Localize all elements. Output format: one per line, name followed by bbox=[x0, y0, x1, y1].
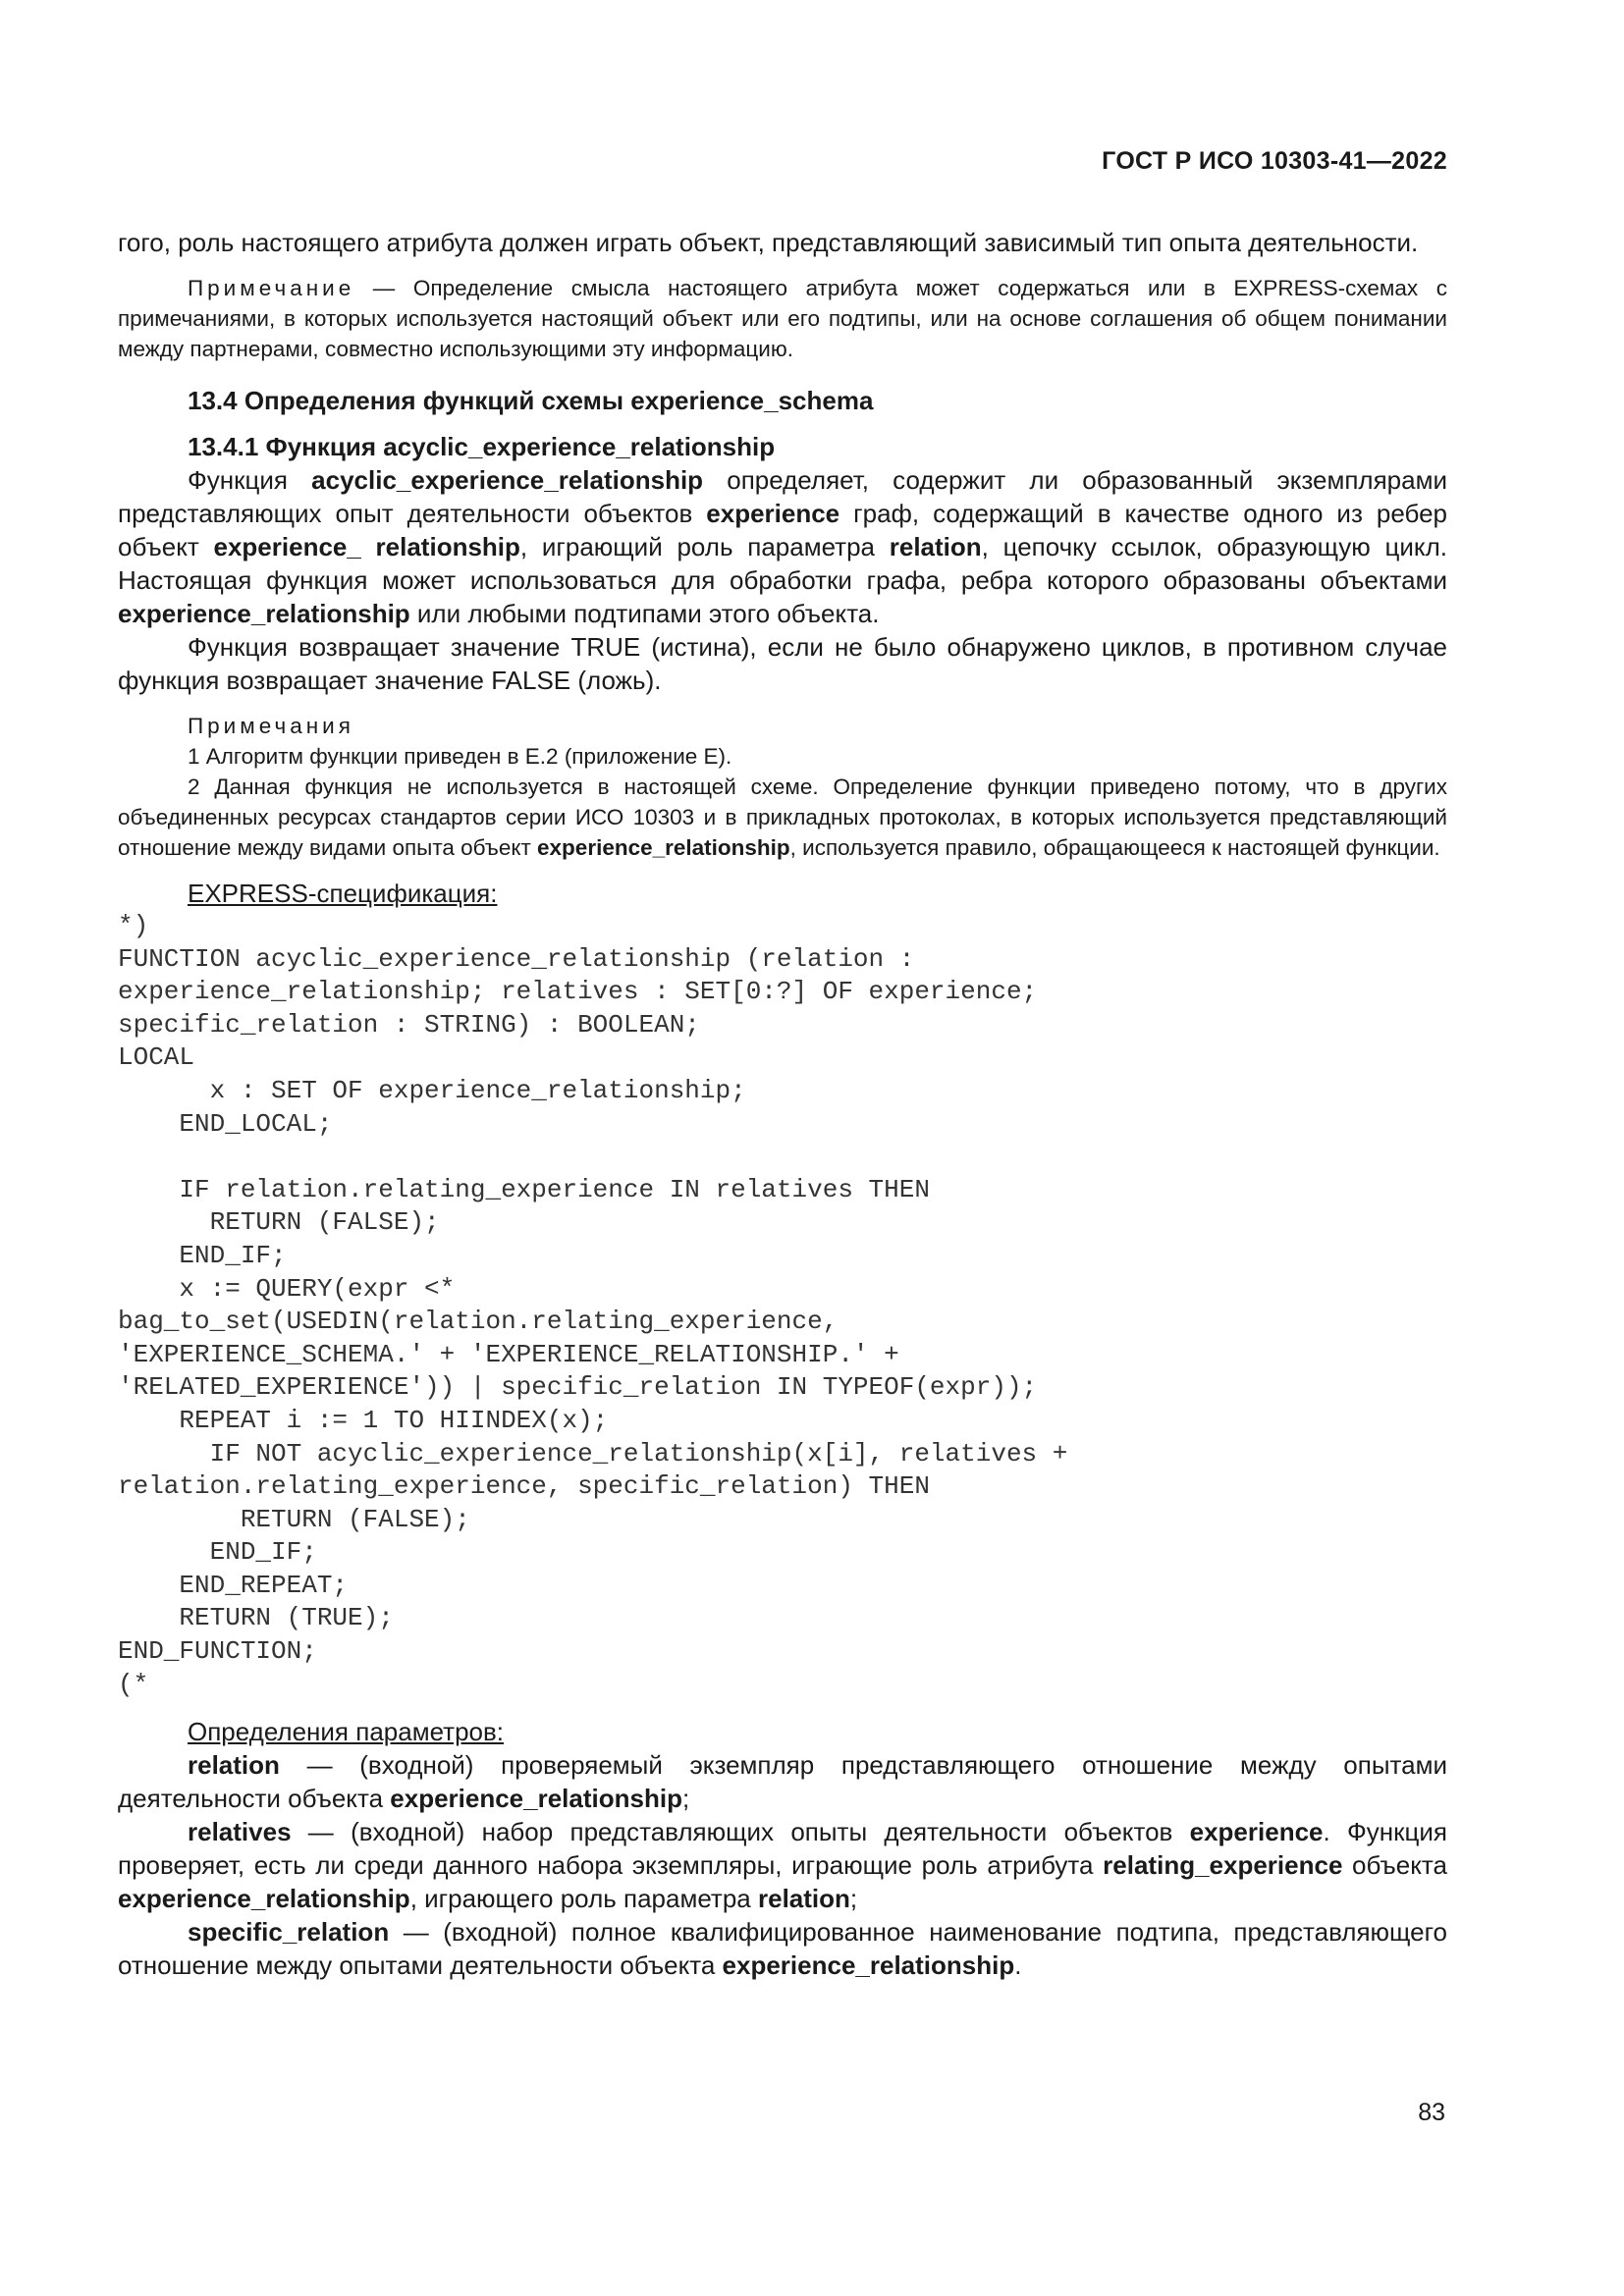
bold-term: experience_relationship bbox=[537, 835, 790, 860]
params-label-text: Определения параметров: bbox=[188, 1717, 505, 1747]
text-run: , играющего роль параметра bbox=[409, 1884, 758, 1914]
return-description: Функция возвращает значение TRUE (истина), если не было обнаружено циклов, в противном случае функция возвращает значение FALSE (ложь). bbox=[118, 632, 1447, 695]
text-run: ; bbox=[849, 1884, 858, 1914]
params-label bbox=[118, 1715, 1447, 1748]
text-run: Функция bbox=[188, 465, 312, 495]
express-label bbox=[118, 877, 1447, 910]
text-run: , играющий роль параметра bbox=[519, 532, 890, 561]
notes-title-text: Примечания bbox=[188, 714, 354, 738]
param-specific-relation bbox=[118, 1915, 1447, 1982]
note-title: Примечание bbox=[188, 276, 355, 300]
text-run: — (входной) полное квалифицированное наименование подтипа, представляющего отношение между опытами деятельности объекта bbox=[118, 1917, 1447, 1981]
text-run: ; bbox=[681, 1784, 690, 1814]
text-run: , используется правило, обращающееся к настоящей функции. bbox=[789, 835, 1440, 860]
express-code-block: *) FUNCTION acyclic_experience_relationship (relation : experience_relationship; relatives : SET[0:?] OF experience; specific_relation : STRING) : BOOLEAN; LOCAL x : SET OF experience_relationship; END_LOCAL; IF relation.relating_experience IN relatives THEN RETURN (FALSE); END_IF; x := QUERY(expr <* bag_to_set(USEDIN(relation.relating_experience, 'EXPERIENCE_SCHEMA.' + 'EXPERIENCE_RELATIONSHIP.' + 'RELATED_EXPERIENCE')) | specific_relation IN TYPEOF(expr)); REPEAT i := 1 TO HIINDEX(x); IF NOT acyclic_experience_relationship(x[i], relatives + relation.relating_experience, specific_relation) THEN RETURN (FALSE); END_IF; END_REPEAT; RETURN (TRUE); END_FUNCTION; (* bbox=[118, 911, 1068, 1699]
text-run: . bbox=[1014, 1950, 1022, 1981]
page-content bbox=[118, 226, 1447, 1982]
param-relation bbox=[118, 1748, 1447, 1815]
text-run: определяет, содержит ли образованный экземплярами представляющих опыт деятельности объектов bbox=[118, 465, 1447, 528]
bold-term: specific_relation bbox=[188, 1917, 390, 1948]
bold-term: experience_relationship bbox=[722, 1950, 1015, 1981]
bold-term: relatives bbox=[188, 1817, 292, 1847]
bold-term: experience_ relationship bbox=[213, 532, 520, 561]
bold-term: experience_relationship bbox=[118, 599, 410, 628]
bold-term: experience bbox=[706, 499, 840, 528]
bold-term: relation bbox=[889, 532, 982, 561]
param-relatives bbox=[118, 1815, 1447, 1915]
note-paragraph bbox=[118, 273, 1447, 364]
note-text: — Определение смысла настоящего атрибута может содержаться или в EXPRESS-схемах с примечаниями, в которых используется настоящий объект или его подтипы, или на основе соглашения об общем понимании между партнерами, совместно использующими эту информацию. bbox=[118, 276, 1447, 361]
text-run: граф, содержащий в качестве одного из ребер объект bbox=[118, 499, 1448, 561]
bold-term: relating_experience bbox=[1103, 1850, 1343, 1881]
function-description bbox=[118, 463, 1447, 630]
text-run: или любыми подтипами этого объекта. bbox=[409, 599, 880, 628]
note-2 bbox=[118, 772, 1447, 863]
bold-term: relation bbox=[758, 1884, 850, 1914]
bold-term: experience_relationship bbox=[390, 1784, 682, 1814]
document-header: ГОСТ Р ИСО 10303-41—2022 bbox=[1102, 147, 1447, 175]
intro-paragraph: гого, роль настоящего атрибута должен играть объект, представляющий зависимый тип опыта деятельности. bbox=[118, 228, 1419, 257]
section-heading: 13.4 Определения функций схемы experience_schema bbox=[188, 386, 874, 415]
subsection-heading: 13.4.1 Функция acyclic_experience_relationship bbox=[188, 432, 776, 461]
text-run: — (входной) набор представляющих опыты деятельности объектов bbox=[291, 1817, 1190, 1847]
bold-term: acyclic_experience_relationship bbox=[311, 465, 704, 495]
bold-term: experience bbox=[1189, 1817, 1324, 1847]
text-run: . Функция проверяет, есть ли среди данного набора экземпляры, играющие роль атрибута bbox=[118, 1817, 1447, 1881]
page-number: 83 bbox=[1418, 2099, 1445, 2126]
text-run: 2 Данная функция не используется в настоящей схеме. Определение функции приведено потому, что в других объединенных ресурсах стандартов серии ИСО 10303 и в прикладных протоколах, в которых используется представляющий отношение между видами опыта объект bbox=[118, 774, 1447, 860]
notes-title bbox=[118, 711, 1447, 741]
express-label-text: EXPRESS-спецификация: bbox=[188, 879, 498, 908]
text-run: — (входной) проверяемый экземпляр представляющего отношение между опытами деятельности объекта bbox=[118, 1750, 1447, 1814]
bold-term: relation bbox=[188, 1750, 280, 1781]
text-run: объекта bbox=[1342, 1850, 1448, 1881]
bold-term: experience_relationship bbox=[118, 1884, 410, 1914]
note-1: 1 Алгоритм функции приведен в E.2 (приложение E). bbox=[188, 744, 732, 769]
text-run: , цепочку ссылок, образующую цикл. Настоящая функция может использоваться для обработки графа, ребра которого образованы объектами bbox=[118, 532, 1447, 595]
